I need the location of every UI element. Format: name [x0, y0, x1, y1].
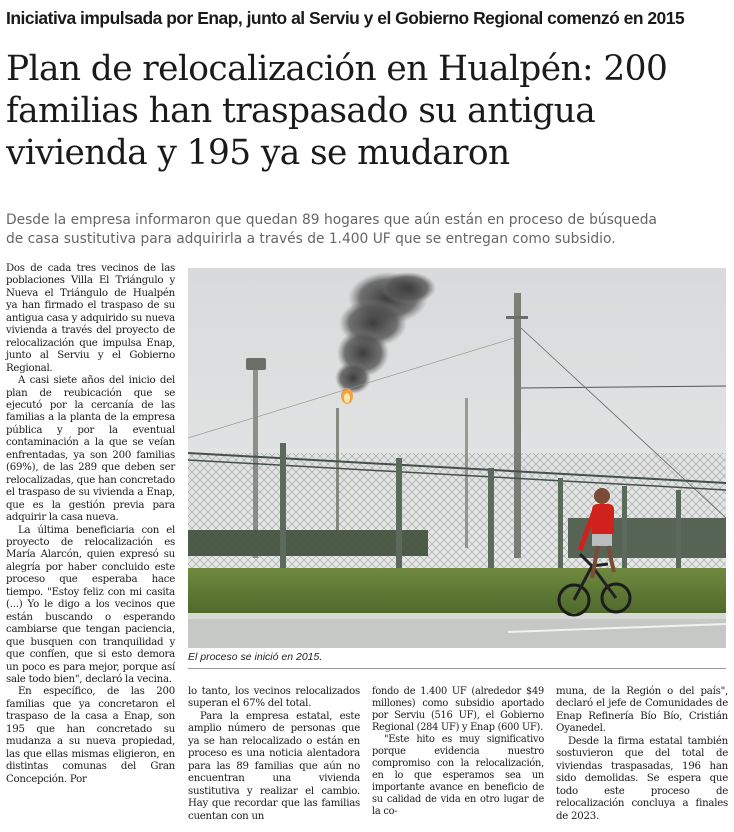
- paragraph: Para la empresa estatal, este amplio número de personas que ya se han relocalizado o están en proceso es una noticia alentadora para las 89 familias que aún no encuentran una vivienda sustitutiva y realizar el cambio. Hay que recordar que las familias cuentan con un: [188, 710, 360, 822]
- grass: [188, 568, 726, 613]
- article-column-3: [372, 686, 544, 818]
- news-photo: [188, 268, 726, 648]
- kicker: Iniciativa impulsada por Enap, junto al Serviu y el Gobierno Regional comenzó en 2015: [6, 8, 685, 28]
- headline-line-2: familias han traspasado su antigua: [6, 91, 596, 131]
- photo-caption: El proceso se inició en 2015.: [188, 651, 323, 663]
- paragraph: muna, de la Región o del país", declaró el jefe de Comunidades de Enap Refinería Bío Bío, Cristián Oyanedel.: [556, 686, 728, 735]
- subheadline-line-1: Desde la empresa informaron que quedan 89 hogares que aún están en proceso de búsqueda: [6, 212, 657, 228]
- subheadline: [6, 211, 728, 249]
- paragraph: lo tanto, los vecinos relocalizados superan el 67% del total.: [188, 686, 360, 710]
- headline-line-1: Plan de relocalización en Hualpén: 200: [6, 49, 668, 89]
- article-column-1: [6, 263, 175, 786]
- headline-line-3: vivienda y 195 ya se mudaron: [6, 133, 510, 173]
- paragraph: La última beneficiaria con el proyecto de relocalización es María Alarcón, quien expresó su alegría por haber concluido este proceso que esperaba hace tiempo. "Estoy feliz con mi casita (...) Yo le digo a los vecinos que están buscando o esperando cambiarse que tengan paciencia, que busquen con tranquilidad y que confíen, que si esto demora un poco es para mejor, porque así sale todo bien", declaró la vecina.: [6, 524, 175, 685]
- road: [188, 619, 726, 648]
- article-column-2: [188, 686, 360, 823]
- caption-divider: [188, 668, 726, 669]
- paragraph: "Este hito es muy significativo porque evidencia nuestro compromiso con la relocalización, en lo que esperamos sea un importante avance en beneficio de su calidad de vida en otro lugar de la co-: [372, 733, 544, 817]
- subheadline-line-2: de casa sustitutiva para adquirirla a través de 1.400 UF que se entregan como subsidio.: [6, 231, 616, 247]
- paragraph: fondo de 1.400 UF (alrededor $49 millones) como subsidio aportado por Serviu (516 UF), el Gobierno Regional (284 UF) y Enap (600 UF).: [372, 686, 544, 733]
- paragraph: A casi siete años del inicio del plan de reubicación que se ejecutó por la cercanía de las familias a la planta de la empresa pública y por la eventual contaminación a la que se veían enfrentadas, ya son 200 familias (69%), de las 289 que deben ser relocalizadas, que han concretado el traspaso de su vivienda a Enap, que es la gestión previa para adquirir la casa nueva.: [6, 375, 175, 524]
- headline: [6, 48, 730, 174]
- paragraph: En específico, de las 200 familias que ya concretaron el traspaso de la casa a Enap, son 195 que han concretado su mudanza a su nueva propiedad, las que ellas mismas eligieron, en distintas comunas del Gran Concepción. Por: [6, 686, 175, 785]
- chain-link-fence: [188, 453, 726, 583]
- paragraph: Dos de cada tres vecinos de las poblaciones Villa El Triángulo y Nueva el Triángulo de Hualpén ya han firmado el traspaso de su antigua casa y adquirido su nueva vivienda a través del proyecto de relocalización que impulsa Enap, junto al Serviu y el Gobierno Regional.: [6, 263, 175, 374]
- paragraph: Desde la firma estatal también sostuvieron que del total de viviendas traspasadas, 196 han sido demolidas. Se espera que todo este proceso de relocalización concluya a finales de 2023.: [556, 735, 728, 822]
- article-column-4: [556, 686, 728, 823]
